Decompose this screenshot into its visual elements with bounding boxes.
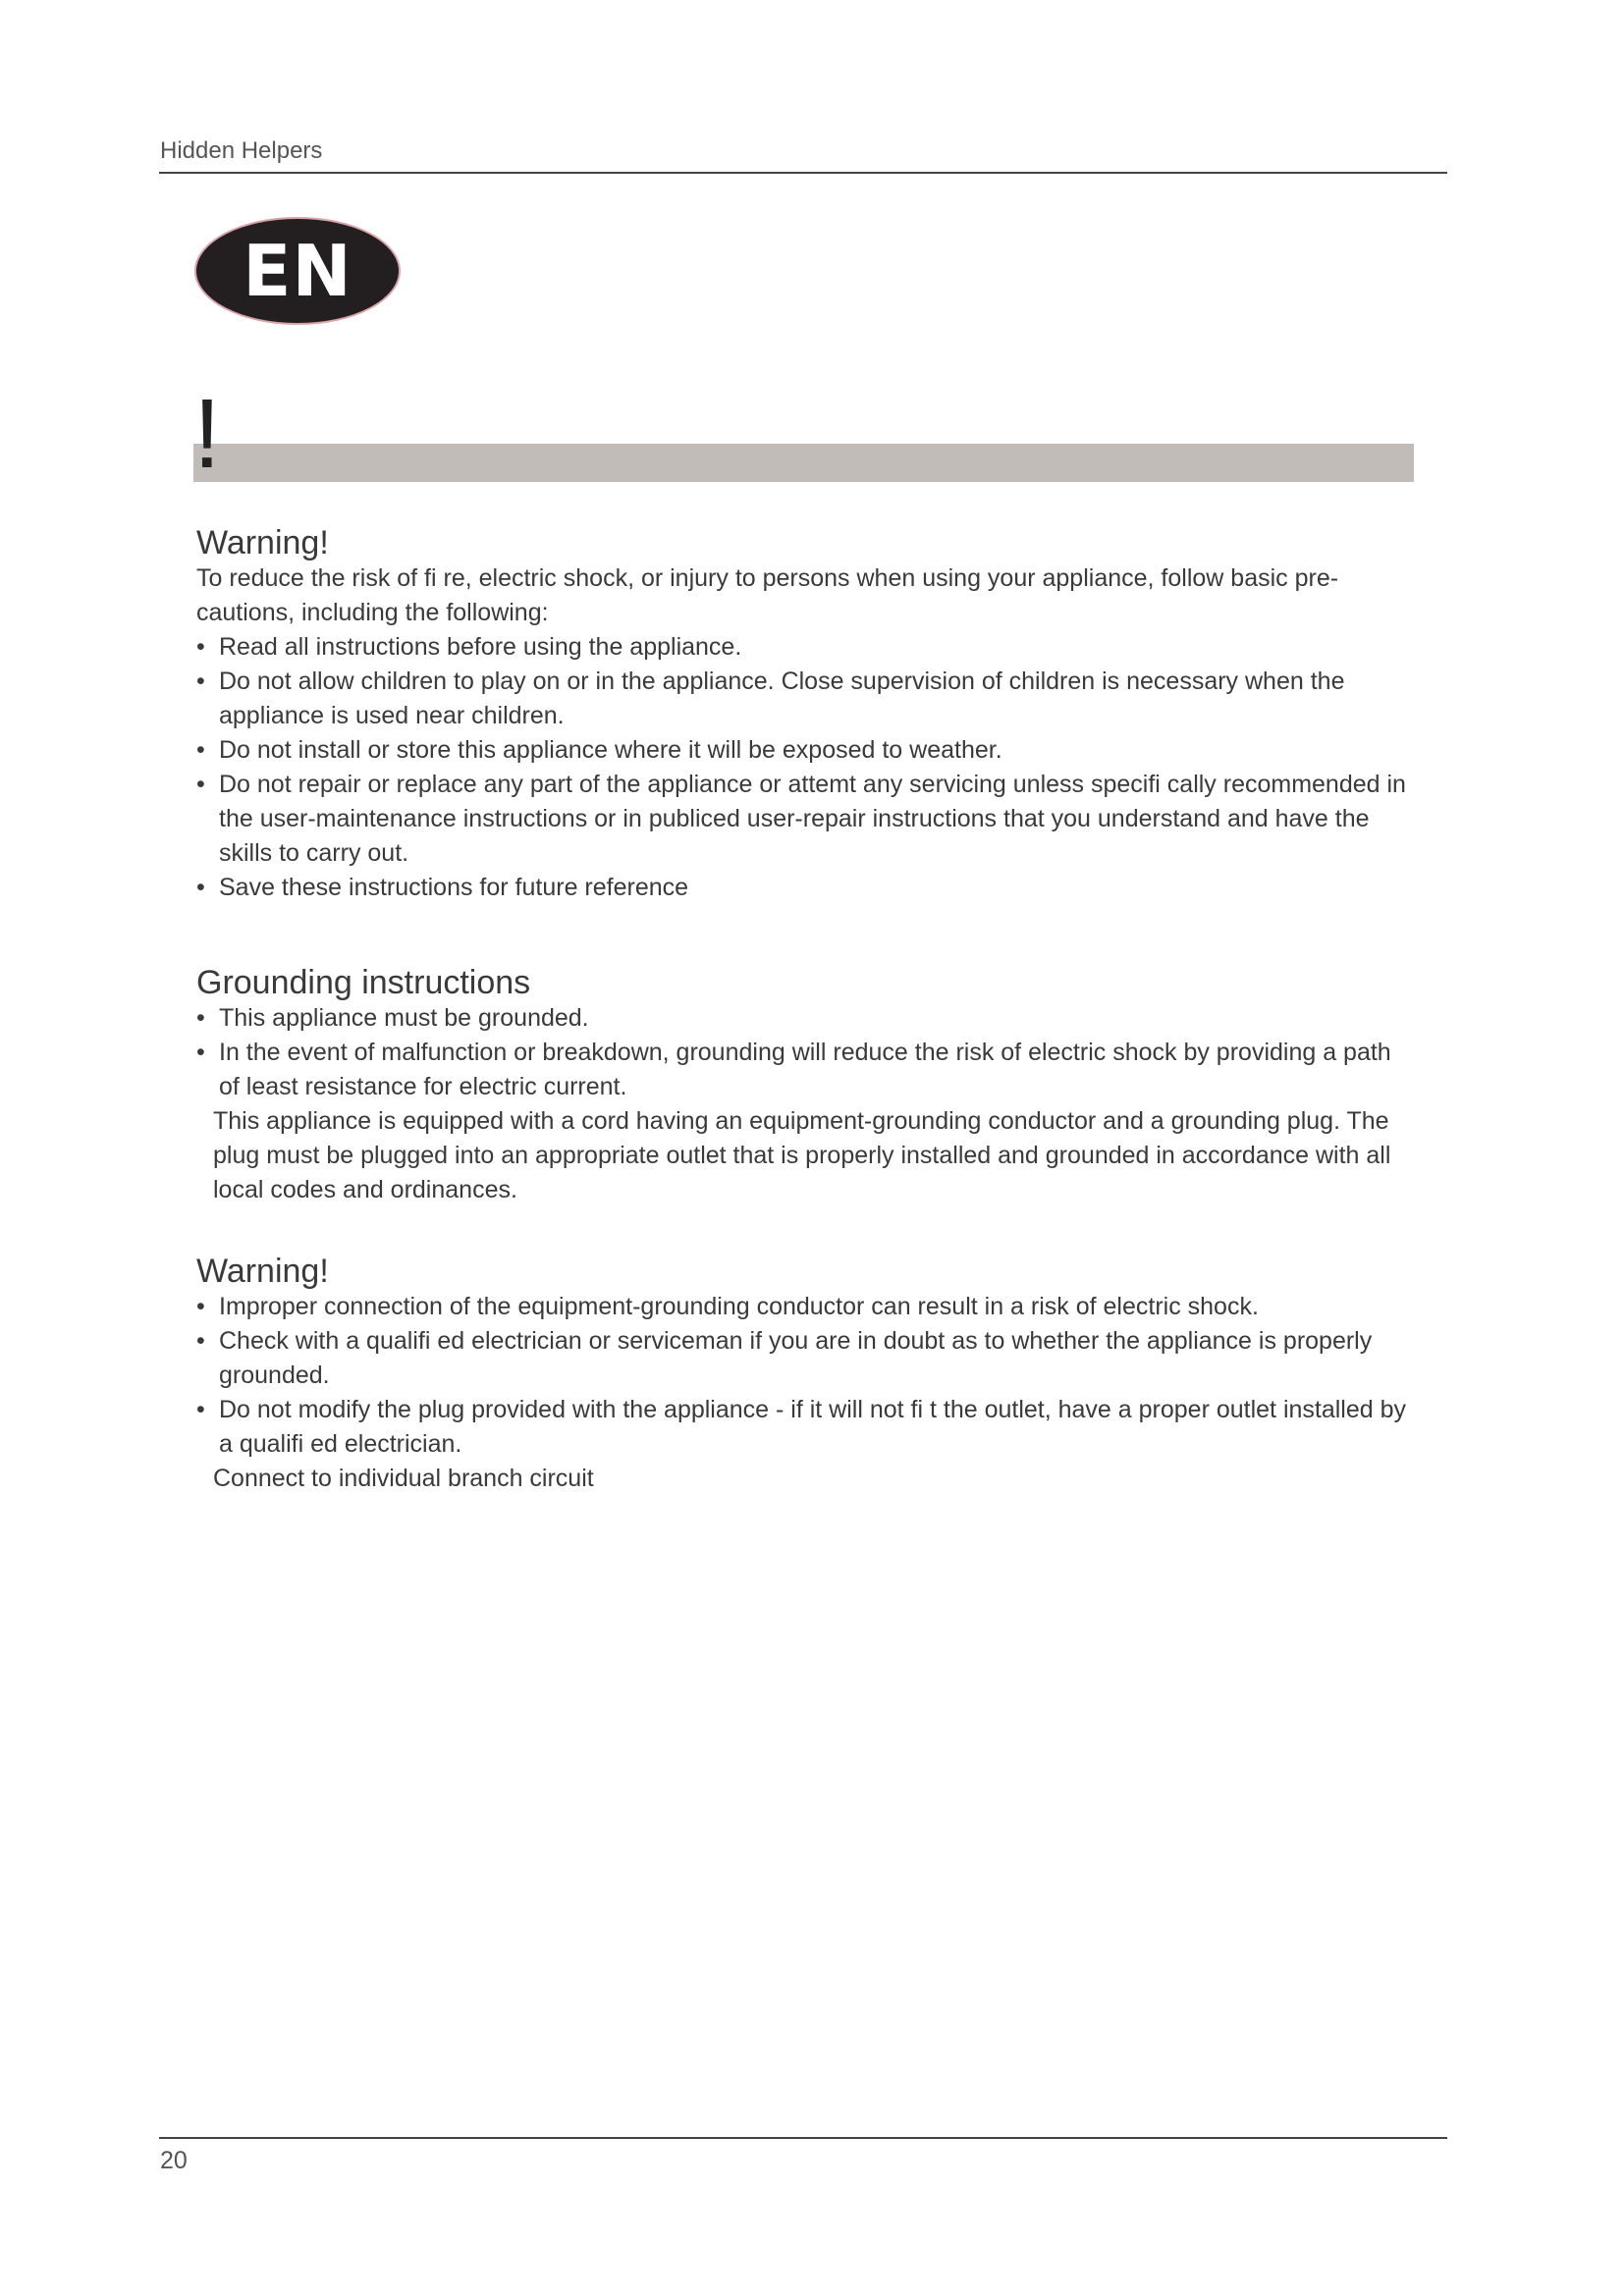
list-item: • Improper connection of the equipment-grounding conductor can result in a risk of electric shock. <box>196 1290 1414 1324</box>
bullet-list <box>196 1290 1414 1462</box>
list-item: • In the event of malfunction or breakdown, grounding will reduce the risk of electric shock by providing a path of least resistance for electric current. <box>196 1036 1414 1104</box>
running-header: Hidden Helpers <box>160 137 323 164</box>
list-item: • Do not allow children to play on or in the appliance. Close supervision of children is necessary when the appliance is used near children. <box>196 665 1414 733</box>
list-item: • Read all instructions before using the appliance. <box>196 630 1414 665</box>
grounding-section <box>196 965 1414 1207</box>
header-rule <box>159 172 1447 174</box>
language-badge-label: EN <box>243 230 352 312</box>
language-badge <box>196 219 399 323</box>
bullet-list <box>196 1001 1414 1104</box>
list-item: • This appliance must be grounded. <box>196 1001 1414 1036</box>
second-warning-section <box>196 1254 1414 1496</box>
list-item: • Do not modify the plug provided with the appliance - if it will not fi t the outlet, have a proper outlet installed by a qualifi ed electrician. <box>196 1393 1414 1462</box>
footer-rule <box>159 2137 1447 2139</box>
alert-bar <box>193 444 1414 482</box>
grounding-note: This appliance is equipped with a cord having an equipment-grounding conductor and a grounding plug. The plug must be plugged into an appropriate outlet that is properly installed and grounded in accordance with all local codes and ordinances. <box>213 1107 1391 1204</box>
section-title: Warning! <box>196 524 329 561</box>
list-item: • Save these instructions for future reference <box>196 871 1414 905</box>
bullet-list <box>196 630 1414 905</box>
exclamation-icon: ! <box>193 379 221 489</box>
section-title: Grounding instructions <box>196 964 531 1001</box>
list-item: • Do not repair or replace any part of the appliance or attemt any servicing unless specifi cally recommended in the user-maintenance instructions or in publiced user-repair instructions that you understand and have the skills to carry out. <box>196 768 1414 871</box>
warning-section <box>196 525 1414 905</box>
page-number: 20 <box>160 2147 188 2174</box>
circuit-note: Connect to individual branch circuit <box>213 1465 594 1493</box>
list-item: • Do not install or store this appliance where it will be exposed to weather. <box>196 733 1414 768</box>
intro-paragraph: To reduce the risk of fi re, electric shock, or injury to persons when using your appliance, follow basic pre-cautions, including the following: <box>196 564 1339 627</box>
section-title: Warning! <box>196 1253 329 1290</box>
list-item: • Check with a qualifi ed electrician or serviceman if you are in doubt as to whether the appliance is properly grounded. <box>196 1324 1414 1393</box>
